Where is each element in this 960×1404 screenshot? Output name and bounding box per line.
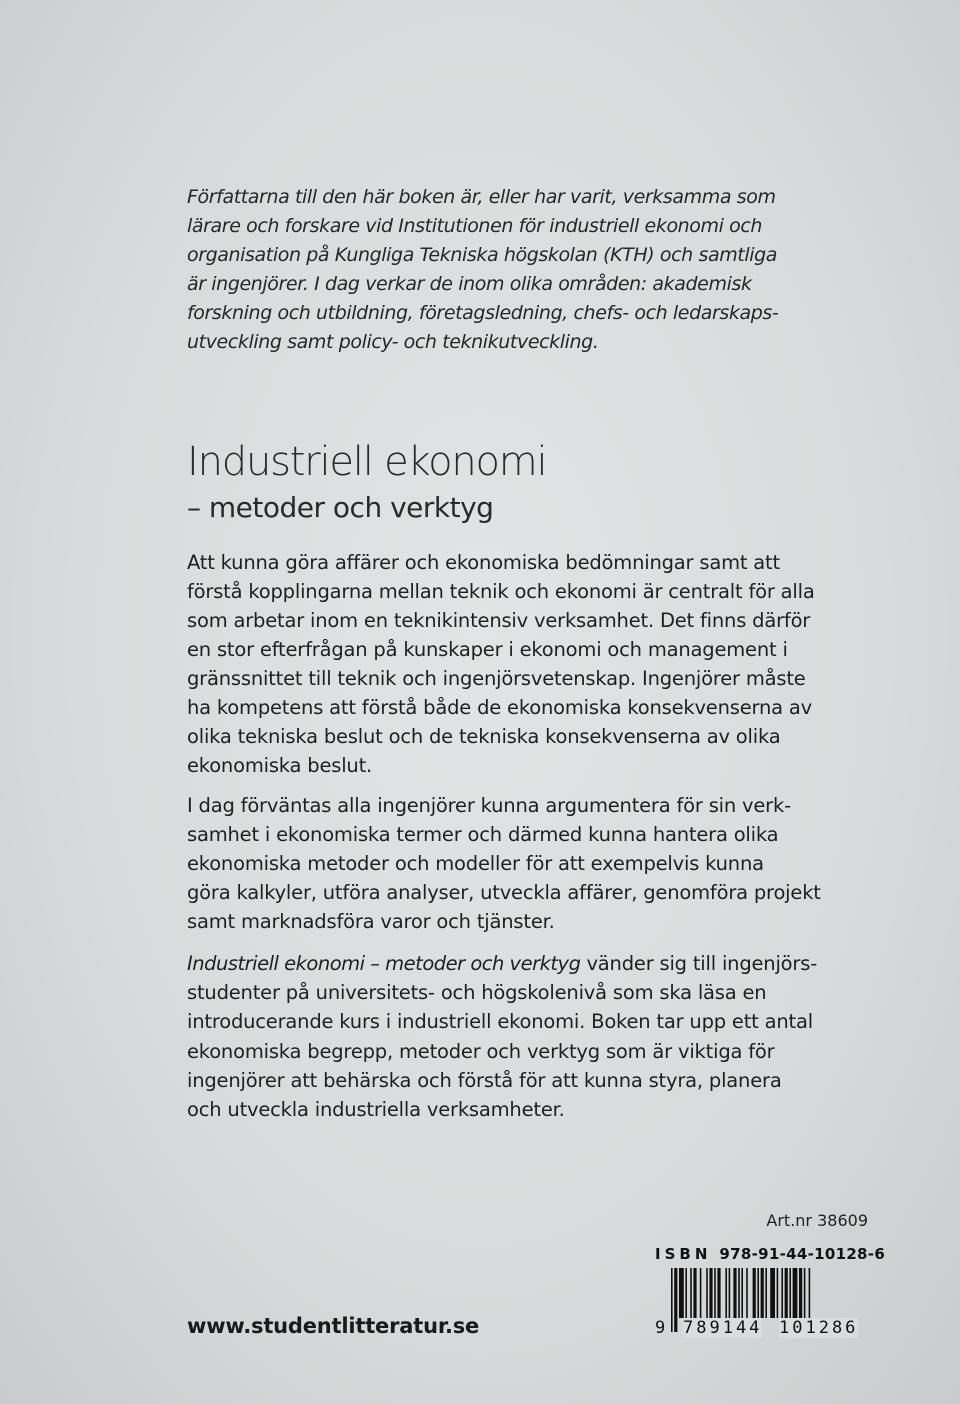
barcode-digits-left: 789144 xyxy=(683,1318,763,1338)
paragraph-line: ekonomiska beslut. xyxy=(187,754,373,777)
paragraph-line: ha kompetens att förstå både de ekonomiska konsekvenserna av xyxy=(187,696,812,719)
paragraph-line: lärare och forskare vid Institutionen för industriell ekonomi och xyxy=(187,215,763,237)
paragraph-line: gränssnittet till teknik och ingenjörsvetenskap. Ingenjörer måste xyxy=(187,667,806,690)
barcode-bar xyxy=(799,1268,802,1318)
paragraph-line: olika tekniska beslut och de tekniska konsekvenserna av olika xyxy=(187,725,781,748)
paragraph-line: förstå kopplingarna mellan teknik och ekonomi är centralt för alla xyxy=(187,580,815,603)
barcode-digits-right: 101286 xyxy=(779,1318,859,1338)
paragraph-line: som arbetar inom en teknikintensiv verksamhet. Det finns därför xyxy=(187,609,811,632)
isbn-number: 978-91-44-10128-6 xyxy=(719,1245,886,1263)
barcode-bar xyxy=(729,1268,731,1318)
barcode-bar xyxy=(770,1268,775,1318)
barcode-digit-first: 9 xyxy=(655,1318,669,1338)
paragraph-line: ekonomiska begrepp, metoder och verktyg som är viktiga för xyxy=(187,1039,775,1063)
barcode-bar xyxy=(674,1268,677,1332)
barcode-bar xyxy=(671,1268,673,1332)
paragraph-line: ingenjörer att behärska och förstå för att kunna styra, planera xyxy=(187,1068,782,1092)
barcode-bar xyxy=(693,1268,696,1318)
barcode-bar xyxy=(785,1268,788,1318)
paragraph-line: göra kalkyler, utföra analyser, utveckla affärer, genomföra projekt xyxy=(187,881,821,904)
paragraph-line: och utveckla industriella verksamheter. xyxy=(187,1097,565,1121)
isbn xyxy=(655,1245,885,1263)
isbn-label: ISBN xyxy=(655,1245,712,1263)
barcode-bar xyxy=(793,1268,798,1318)
barcode-bar xyxy=(700,1268,702,1318)
paragraph-line: en stor efterfrågan på kunskaper i ekonomi och management i xyxy=(187,638,788,661)
barcode-bar xyxy=(714,1268,716,1318)
barcode-bar xyxy=(789,1268,791,1318)
author-blurb xyxy=(187,183,778,357)
barcode-bar xyxy=(781,1268,783,1318)
paragraph-line: forskning och utbildning, företagsledning, chefs- och ledarskaps- xyxy=(187,302,779,324)
barcode-bar xyxy=(717,1268,720,1318)
paragraph-line: I dag förväntas alla ingenjörer kunna argumentera för sin verk- xyxy=(187,794,791,817)
paragraph-line: samt marknadsföra varor och tjänster. xyxy=(187,910,555,933)
description-paragraph-2 xyxy=(187,791,821,936)
barcode-bar xyxy=(738,1268,740,1318)
paragraph-line: utveckling samt policy- och teknikutveckling. xyxy=(187,331,599,353)
article-number: Art.nr 38609 xyxy=(766,1211,868,1230)
book-subtitle: – metoder och verktyg xyxy=(187,491,494,524)
barcode-bar xyxy=(761,1268,764,1318)
barcode-bar xyxy=(777,1268,779,1318)
barcode-bar xyxy=(753,1268,756,1318)
description-paragraph-3 xyxy=(187,949,817,1124)
barcode-bar xyxy=(757,1268,759,1318)
book-title: Industriell ekonomi xyxy=(187,439,547,485)
paragraph-line xyxy=(187,949,817,978)
barcode-bar xyxy=(690,1268,692,1318)
publisher-website: www.studentlitteratur.se xyxy=(187,1314,480,1338)
paragraph-line: samhet i ekonomiska termer och därmed kunna hantera olika xyxy=(187,823,779,846)
barcode-bar xyxy=(765,1268,767,1318)
paragraph-line: introducerande kurs i industriell ekonomi. Boken tar upp ett antal xyxy=(187,1010,813,1034)
description-paragraph-1 xyxy=(187,548,815,780)
line-text: vänder sig till ingenjörs- xyxy=(580,952,818,975)
book-title-italic: Industriell ekonomi – metoder och verktyg xyxy=(187,952,581,975)
barcode-bar xyxy=(679,1268,684,1318)
paragraph-line: Att kunna göra affärer och ekonomiska bedömningar samt att xyxy=(187,551,780,574)
barcode-bar xyxy=(725,1268,727,1318)
barcode-bar xyxy=(709,1268,712,1318)
paragraph-line: Författarna till den här boken är, eller har varit, verksamma som xyxy=(187,186,776,208)
barcode-bar xyxy=(685,1268,687,1318)
barcode-bar xyxy=(706,1268,708,1318)
paragraph-line: organisation på Kungliga Tekniska högskolan (KTH) och samtliga xyxy=(187,244,778,266)
paragraph-line: ekonomiska metoder och modeller för att exempelvis kunna xyxy=(187,852,764,875)
barcode-bar xyxy=(733,1268,736,1318)
paragraph-line: är ingenjörer. I dag verkar de inom olika områden: akademisk xyxy=(187,273,752,295)
paragraph-line: studenter på universitets- och högskolenivå som ska läsa en xyxy=(187,981,767,1005)
